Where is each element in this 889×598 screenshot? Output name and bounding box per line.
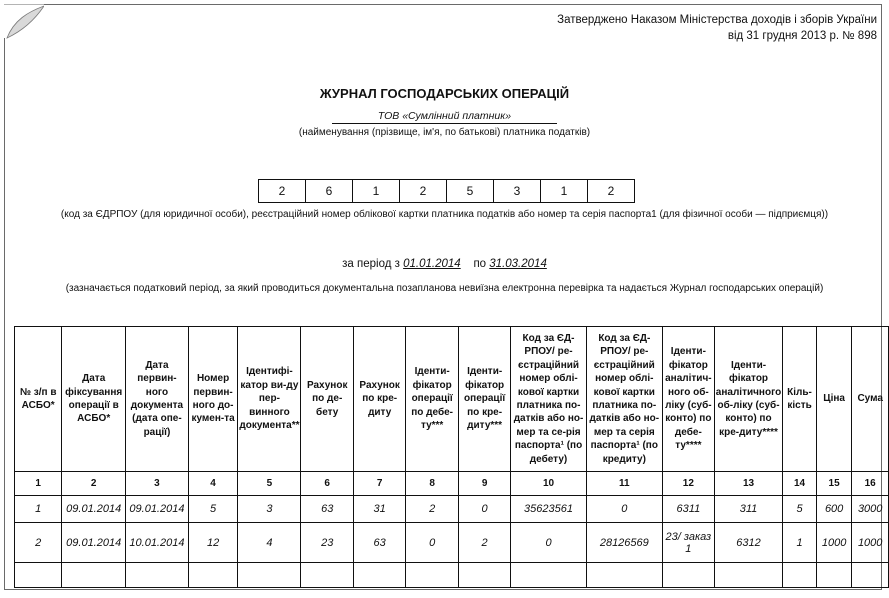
operations-journal-table: [14, 326, 889, 588]
table-row: [15, 496, 889, 523]
table-cell: 2: [458, 523, 510, 563]
column-number: 6: [301, 472, 353, 496]
period-from: 01.01.2014: [403, 258, 461, 270]
table-cell: 10.01.2014: [126, 523, 189, 563]
column-header: Іденти-фікатор операції по кре-диту***: [458, 327, 510, 472]
column-number: 15: [816, 472, 852, 496]
table-cell: 2: [15, 523, 62, 563]
column-header: Код за ЄД-РПОУ/ ре-єстраційний номер облі-кової картки платника по-датків або но-мер та се-рія паспорта¹ (по дебету): [511, 327, 586, 472]
table-cell: 09.01.2014: [126, 496, 189, 523]
table-cell: 5: [188, 496, 238, 523]
column-header: Дата первин-ного документа (дата опе-рації): [126, 327, 189, 472]
period-prefix: за період з: [342, 258, 400, 270]
column-number: 9: [458, 472, 510, 496]
column-header: Рахунок по де-бету: [301, 327, 353, 472]
column-number: 5: [238, 472, 301, 496]
company-name-row: [0, 110, 889, 124]
page-title: ЖУРНАЛ ГОСПОДАРСЬКИХ ОПЕРАЦІЙ: [319, 86, 570, 101]
table-cell: [301, 563, 353, 588]
code-caption: (код за ЄДРПОУ (для юридичної особи), реєстраційний номер облікової картки платника податків або номер та серія паспорта1 (для фізичної особи — підприємця)): [60, 209, 829, 220]
table-cell: 1: [783, 523, 817, 563]
code-digit-box: 2: [399, 180, 446, 202]
table-cell: [15, 563, 62, 588]
table-cell: [353, 563, 405, 588]
code-digit-box: 1: [352, 180, 399, 202]
column-header: Сума: [852, 327, 889, 472]
table-cell: 1: [15, 496, 62, 523]
code-digit-box: 2: [278, 184, 286, 198]
table-cell: 6312: [714, 523, 782, 563]
column-number: 13: [714, 472, 782, 496]
table-cell: [662, 563, 714, 588]
table-cell: 23/ заказ 1: [662, 523, 714, 563]
code-digit-box: 1: [540, 180, 587, 202]
code-digit-box: 2: [587, 180, 634, 202]
table-row-empty: [15, 563, 889, 588]
code-digit-box: 6: [305, 180, 352, 202]
column-number: 1: [15, 472, 62, 496]
approval-note: [557, 12, 877, 44]
column-header: № з/п в АСБО*: [15, 327, 62, 472]
table-cell: 4: [238, 523, 301, 563]
column-header: Іденти-фікатор аналітичного об-ліку (суб-конто) по кре-диту****: [714, 327, 782, 472]
column-header: Рахунок по кре-диту: [353, 327, 405, 472]
table-cell: 311: [714, 496, 782, 523]
table-cell: [586, 563, 662, 588]
table-cell: 23: [301, 523, 353, 563]
table-cell: 09.01.2014: [62, 496, 126, 523]
table-cell: [188, 563, 238, 588]
approval-line-1: Затверджено Наказом Міністерства доходів і зборів України: [557, 14, 877, 26]
table-cell: 12: [188, 523, 238, 563]
column-number: 11: [586, 472, 662, 496]
table-cell: 6311: [662, 496, 714, 523]
column-number: 16: [852, 472, 889, 496]
code-digit-box: 3: [493, 180, 540, 202]
column-header: Іденти-фікатор аналітич-ного об-ліку (суб-конто) по дебе-ту****: [662, 327, 714, 472]
table-cell: 09.01.2014: [62, 523, 126, 563]
table-cell: [406, 563, 458, 588]
table-cell: [62, 563, 126, 588]
table-cell: 0: [586, 496, 662, 523]
code-digit-box: 5: [446, 180, 493, 202]
period-middle: по: [473, 258, 487, 270]
table-cell: 63: [353, 523, 405, 563]
table-cell: [783, 563, 817, 588]
table-cell: 1000: [852, 523, 889, 563]
table-cell: [714, 563, 782, 588]
page-curl-icon: [4, 4, 44, 42]
table-header-row: [15, 327, 889, 472]
table-cell: 600: [816, 496, 852, 523]
table-cell: [238, 563, 301, 588]
table-cell: 28126569: [586, 523, 662, 563]
table-cell: 31: [353, 496, 405, 523]
table-cell: 35623561: [511, 496, 586, 523]
column-number: 2: [62, 472, 126, 496]
table-cell: 3: [238, 496, 301, 523]
column-number: 4: [188, 472, 238, 496]
column-number: 12: [662, 472, 714, 496]
table-cell: [816, 563, 852, 588]
column-header: Дата фіксування операції в АСБО*: [62, 327, 126, 472]
column-header: Іденти-фікатор операції по дебе-ту***: [406, 327, 458, 472]
table-cell: 3000: [852, 496, 889, 523]
column-header: Код за ЄД-РПОУ/ ре-єстраційний номер облі-кової картки платника по-датків або но-мер та серія паспорта¹ (по кредиту): [586, 327, 662, 472]
column-number: 7: [353, 472, 405, 496]
company-caption: (найменування (прізвище, ім'я, по батькові) платника податків): [298, 127, 591, 138]
column-header: Ціна: [816, 327, 852, 472]
table-cell: 0: [406, 523, 458, 563]
table-cell: [511, 563, 586, 588]
approval-line-2: від 31 грудня 2013 р. № 898: [727, 30, 877, 42]
table-cell: 2: [406, 496, 458, 523]
column-number: 14: [783, 472, 817, 496]
company-name: ТОВ «Сумлінний платник»: [332, 110, 557, 124]
table-cell: 1000: [816, 523, 852, 563]
table-cell: 0: [458, 496, 510, 523]
period-to: 31.03.2014: [489, 258, 547, 270]
period-line: [0, 258, 889, 270]
column-header: Номер первин-ного до-кумен-та: [188, 327, 238, 472]
column-number-row: [15, 472, 889, 496]
table-row: [15, 523, 889, 563]
column-number: 10: [511, 472, 586, 496]
table-cell: [126, 563, 189, 588]
table-cell: [458, 563, 510, 588]
column-header: Ідентифі-катор ви-ду пер-винного документа**: [238, 327, 301, 472]
period-caption: (зазначається податковий період, за який проводиться документальна позапланова невиїзна електронна перевірка та надається Журнал господарських операцій): [65, 283, 824, 294]
taxpayer-code-boxes: [258, 179, 635, 203]
table-cell: 63: [301, 496, 353, 523]
table-cell: 5: [783, 496, 817, 523]
column-number: 8: [406, 472, 458, 496]
table-cell: [852, 563, 889, 588]
table-cell: 0: [511, 523, 586, 563]
column-number: 3: [126, 472, 189, 496]
column-header: Кіль-кість: [783, 327, 817, 472]
